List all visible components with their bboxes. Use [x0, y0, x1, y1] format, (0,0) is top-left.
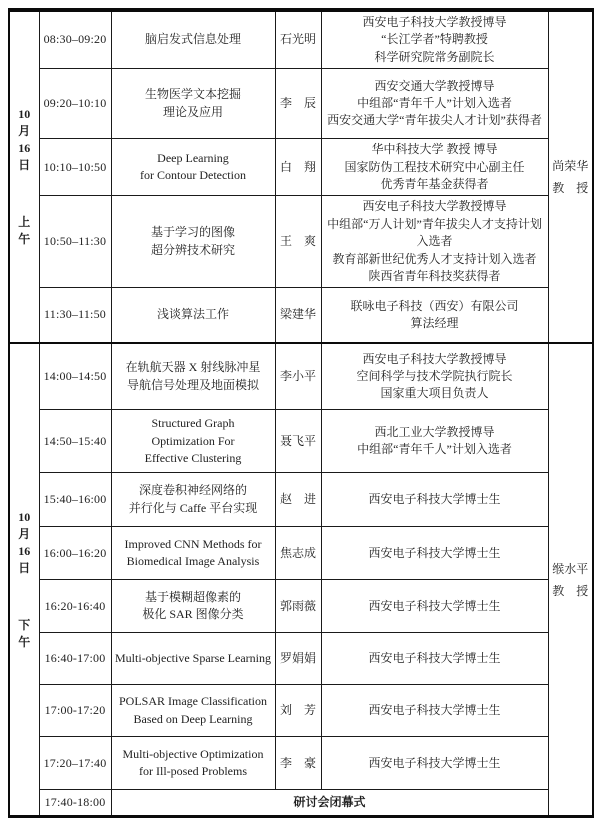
- affiliation-line: 西安电子科技大学教授博导: [362, 15, 507, 29]
- affiliation-line: 华中科技大学 教授 博导: [371, 142, 498, 157]
- schedule-table-body: [9, 10, 593, 817]
- time-cell: 15:40–16:00: [39, 473, 111, 527]
- talk-title-line: Effective Clustering: [144, 451, 242, 466]
- affiliation-line: 西安电子科技大学博士生: [368, 545, 501, 560]
- affiliation-line: 优秀青年基金获得者: [380, 176, 489, 191]
- time-cell: 17:00-17:20: [39, 685, 111, 737]
- affiliation-line: 中组部“万人计划”青年拔尖人才支持计划: [327, 216, 542, 231]
- talk-title-line: 在轨航天器 X 射线脉冲星: [125, 360, 261, 375]
- date-char: 10: [18, 509, 31, 524]
- talk-title-line: 并行化与 Caffe 平台实现: [128, 500, 258, 515]
- talk-title-line: 理论及应用: [162, 104, 223, 119]
- affiliation-line: 西北工业大学教授博导: [374, 424, 495, 439]
- date-char: 16: [18, 140, 31, 155]
- speaker-cell: 刘 芳: [275, 685, 321, 737]
- session-chair-cell: [548, 10, 593, 343]
- schedule-row: [9, 10, 593, 69]
- speaker-cell: 李 辰: [275, 69, 321, 139]
- affiliation-line: 西安电子科技大学教授博导: [362, 351, 507, 366]
- time-cell: 11:30–11:50: [39, 288, 111, 343]
- period-char: 上: [18, 214, 31, 229]
- schedule-row: [9, 139, 593, 196]
- affiliation-cell: [321, 139, 548, 196]
- talk-title-cell: [111, 737, 275, 790]
- speaker-cell: 郭雨薇: [275, 580, 321, 633]
- affiliation-line: 西安电子科技大学博士生: [368, 598, 501, 613]
- talk-title-line: 超分辨技术研究: [150, 242, 235, 257]
- talk-title-cell: [111, 343, 275, 410]
- talk-title-line: Based on Deep Learning: [133, 711, 253, 726]
- talk-title-line: Optimization For: [151, 433, 235, 448]
- speaker-cell: 赵 进: [275, 473, 321, 527]
- affiliation-line: 陕西省青年科技奖获得者: [368, 268, 501, 283]
- period-char: 下: [18, 617, 31, 632]
- date-char: 日: [18, 157, 31, 172]
- affiliation-line: 联咏电子科技（西安）有限公司: [350, 298, 519, 313]
- talk-title-line: 基于模糊超像素的: [144, 589, 241, 604]
- time-cell: 17:40-18:00: [39, 790, 111, 817]
- speaker-cell: 王 爽: [275, 196, 321, 288]
- schedule-row: [9, 580, 593, 633]
- date-char: 10: [18, 106, 31, 121]
- affiliation-cell: [321, 10, 548, 69]
- affiliation-line: 入选者: [416, 234, 453, 249]
- affiliation-line: 空间科学与技术学院执行院长: [356, 368, 513, 383]
- affiliation-line: 西安交通大学“青年拔尖人才计划”获得者: [327, 113, 542, 128]
- time-cell: 09:20–10:10: [39, 69, 111, 139]
- talk-title-cell: [111, 633, 275, 685]
- talk-title-cell: [111, 196, 275, 288]
- talk-title-cell: [111, 685, 275, 737]
- chair-name: 缑水平: [552, 561, 589, 576]
- schedule-row: [9, 685, 593, 737]
- talk-title-line: Multi-objective Optimization: [122, 746, 264, 761]
- affiliation-line: 西安电子科技大学博士生: [368, 492, 501, 507]
- affiliation-line: 国家重大项目负责人: [380, 386, 489, 401]
- schedule-row: [9, 343, 593, 410]
- affiliation-cell: [321, 69, 548, 139]
- schedule-row: [9, 69, 593, 139]
- time-cell: 17:20–17:40: [39, 737, 111, 790]
- affiliation-cell: [321, 343, 548, 410]
- talk-title-line: 生物医学文本挖掘: [144, 87, 241, 102]
- time-cell: 16:20-16:40: [39, 580, 111, 633]
- speaker-cell: 罗娟娟: [275, 633, 321, 685]
- schedule-row: [9, 288, 593, 343]
- talk-title-line: Improved CNN Methods for: [124, 536, 262, 551]
- talk-title-line: 基于学习的图像: [150, 225, 235, 240]
- talk-title-line: 极化 SAR 图像分类: [142, 607, 244, 622]
- schedule-row: [9, 633, 593, 685]
- time-cell: 08:30–09:20: [39, 10, 111, 69]
- speaker-cell: 李 豪: [275, 737, 321, 790]
- talk-title-cell: [111, 580, 275, 633]
- talk-title-line: 浅谈算法工作: [156, 307, 229, 322]
- period-char: 午: [18, 231, 31, 246]
- affiliation-line: 科学研究院常务副院长: [374, 49, 495, 64]
- date-period-block: [13, 509, 36, 651]
- date-char: 16: [18, 543, 31, 558]
- affiliation-line: 国家防伪工程技术研究中心副主任: [344, 159, 525, 174]
- talk-title-cell: [111, 69, 275, 139]
- talk-title-line: for Contour Detection: [140, 168, 246, 183]
- affiliation-line: 教育部新世纪优秀人才支持计划入选者: [332, 251, 537, 266]
- affiliation-cell: [321, 473, 548, 527]
- date-char: 月: [18, 526, 31, 541]
- talk-title-line: for Ill-posed Problems: [139, 764, 247, 779]
- schedule-row: [9, 737, 593, 790]
- date-period-block: [13, 106, 36, 248]
- affiliation-line: 中组部“青年千人”计划入选者: [357, 95, 512, 110]
- affiliation-line: 中组部“青年千人”计划入选者: [357, 442, 512, 457]
- session-date-cell: [9, 10, 39, 343]
- chair-title: 教 授: [552, 583, 589, 598]
- talk-title-cell: [111, 10, 275, 69]
- talk-title-cell: [111, 410, 275, 473]
- affiliation-cell: [321, 685, 548, 737]
- speaker-cell: 聂飞平: [275, 410, 321, 473]
- schedule-table: [8, 8, 594, 818]
- talk-title-line: Structured Graph: [151, 416, 235, 431]
- session-date-cell: [9, 343, 39, 817]
- affiliation-line: 西安电子科技大学教授博导: [362, 199, 507, 214]
- schedule-row: [9, 410, 593, 473]
- talk-title-line: 导航信号处理及地面模拟: [126, 377, 259, 392]
- talk-title-cell: [111, 139, 275, 196]
- affiliation-cell: [321, 633, 548, 685]
- time-cell: 16:00–16:20: [39, 527, 111, 580]
- affiliation-line: 西安电子科技大学博士生: [368, 755, 501, 770]
- affiliation-cell: [321, 527, 548, 580]
- time-cell: 14:00–14:50: [39, 343, 111, 410]
- schedule-row: [9, 527, 593, 580]
- speaker-cell: 白 翔: [275, 139, 321, 196]
- affiliation-line: 算法经理: [410, 316, 459, 331]
- affiliation-line: 西安交通大学教授博导: [374, 78, 495, 93]
- speaker-cell: 焦志成: [275, 527, 321, 580]
- talk-title-line: Biomedical Image Analysis: [126, 554, 260, 569]
- talk-title-cell: [111, 527, 275, 580]
- affiliation-cell: [321, 196, 548, 288]
- closing-ceremony-cell: 研讨会闭幕式: [111, 790, 548, 817]
- chair-title: 教 授: [552, 180, 589, 195]
- schedule-row: [9, 790, 593, 817]
- time-cell: 14:50–15:40: [39, 410, 111, 473]
- talk-title-line: Deep Learning: [157, 150, 229, 165]
- time-cell: 10:50–11:30: [39, 196, 111, 288]
- affiliation-line: “长江学者”特聘教授: [381, 32, 488, 47]
- affiliation-cell: [321, 580, 548, 633]
- date-char: 月: [18, 123, 31, 138]
- time-cell: 16:40-17:00: [39, 633, 111, 685]
- schedule-row: [9, 196, 593, 288]
- affiliation-cell: [321, 410, 548, 473]
- talk-title-line: POLSAR Image Classification: [119, 694, 267, 709]
- affiliation-cell: [321, 737, 548, 790]
- affiliation-line: 西安电子科技大学博士生: [368, 651, 501, 666]
- speaker-cell: 李小平: [275, 343, 321, 410]
- date-char: 日: [18, 560, 31, 575]
- period-char: 午: [18, 634, 31, 649]
- chair-name: 尚荣华: [552, 158, 589, 173]
- time-cell: 10:10–10:50: [39, 139, 111, 196]
- talk-title-line: 脑启发式信息处理: [144, 32, 241, 47]
- affiliation-line: 西安电子科技大学博士生: [368, 703, 501, 718]
- schedule-row: [9, 473, 593, 527]
- talk-title-cell: [111, 473, 275, 527]
- talk-title-cell: [111, 288, 275, 343]
- affiliation-cell: [321, 288, 548, 343]
- session-chair-cell: [548, 343, 593, 817]
- speaker-cell: 石光明: [275, 10, 321, 69]
- talk-title-line: Multi-objective Sparse Learning: [115, 651, 271, 666]
- talk-title-line: 深度卷积神经网络的: [138, 483, 247, 498]
- speaker-cell: 梁建华: [275, 288, 321, 343]
